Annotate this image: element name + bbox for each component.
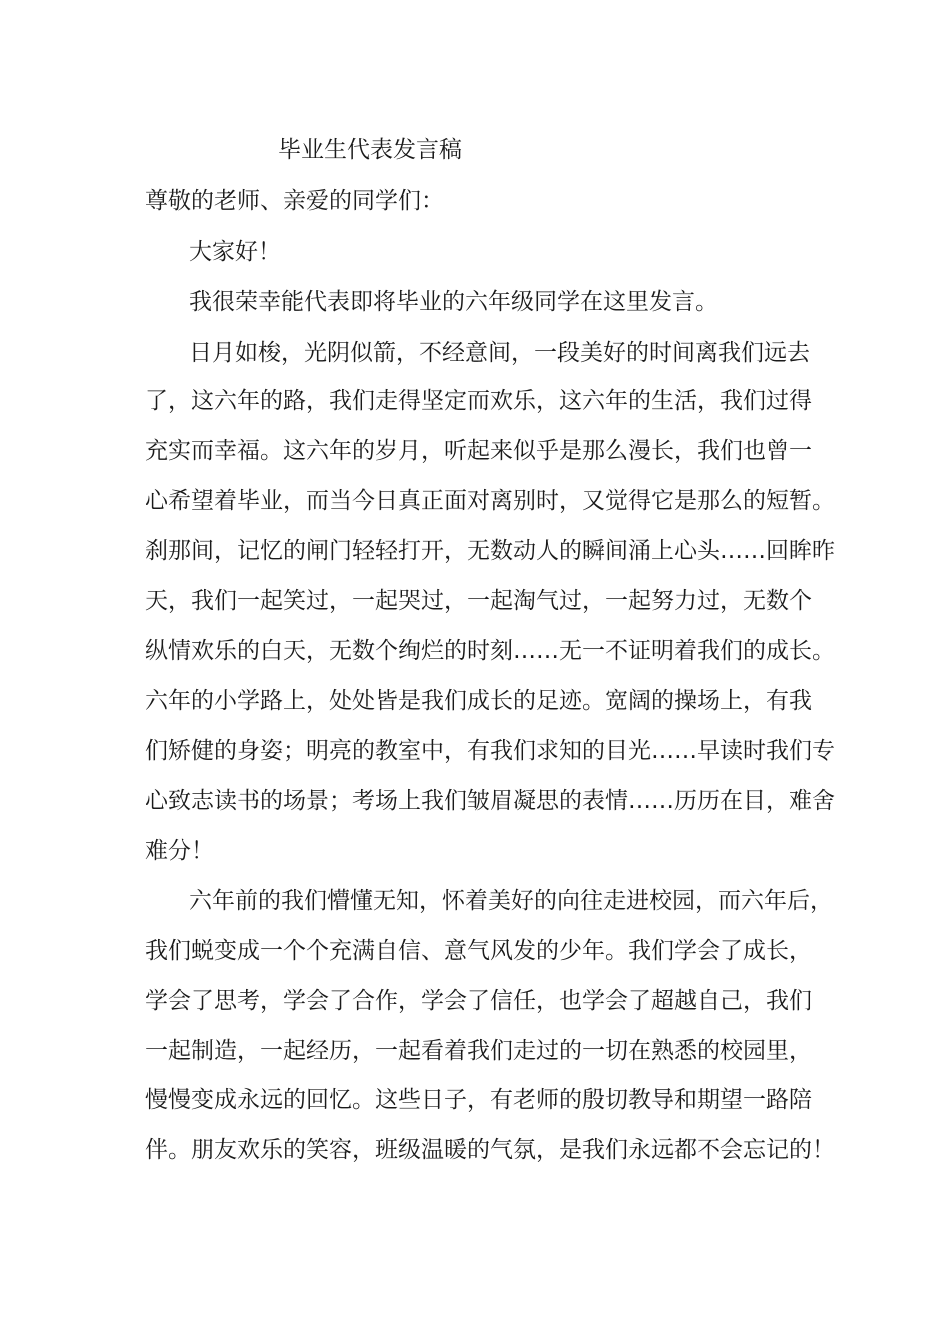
salutation-line: 尊敬的老师、亲爱的同学们：	[145, 188, 444, 214]
greeting-line: 大家好！	[189, 239, 281, 265]
paragraph-line: 刹那间，记忆的闸门轻轻打开，无数动人的瞬间涌上心头……回眸昨	[145, 538, 835, 564]
paragraph-line: 学会了思考，学会了合作，学会了信任，也学会了超越自己，我们	[145, 988, 812, 1014]
paragraph-line: 们矫健的身姿；明亮的教室中，有我们求知的目光……早读时我们专	[145, 738, 835, 764]
paragraph-line: 天，我们一起笑过，一起哭过，一起淘气过，一起努力过，无数个	[145, 588, 812, 614]
paragraph-line: 心致志读书的场景；考场上我们皱眉凝思的表情……历历在目，难舍	[145, 788, 835, 814]
paragraph-line: 充实而幸福。这六年的岁月，听起来似乎是那么漫长，我们也曾一	[145, 438, 812, 464]
paragraph-line: 难分！	[145, 838, 214, 864]
paragraph-line: 六年的小学路上，处处皆是我们成长的足迹。宽阔的操场上，有我	[145, 688, 812, 714]
document-title: 毕业生代表发言稿	[278, 137, 462, 163]
paragraph-line: 了，这六年的路，我们走得坚定而欢乐，这六年的生活，我们过得	[145, 388, 812, 414]
paragraph-line: 日月如梭，光阴似箭，不经意间，一段美好的时间离我们远去	[189, 340, 810, 366]
paragraph-line: 伴。朋友欢乐的笑容，班级温暖的气氛，是我们永远都不会忘记的！	[145, 1137, 835, 1163]
paragraph-line: 一起制造，一起经历，一起看着我们走过的一切在熟悉的校园里，	[145, 1038, 812, 1064]
paragraph-line: 心希望着毕业，而当今日真正面对离别时，又觉得它是那么的短暂。	[145, 488, 835, 514]
paragraph-line: 六年前的我们懵懂无知，怀着美好的向往走进校园，而六年后，	[189, 888, 833, 914]
paragraph-line: 我们蜕变成一个个充满自信、意气风发的少年。我们学会了成长，	[145, 938, 812, 964]
intro-line: 我很荣幸能代表即将毕业的六年级同学在这里发言。	[189, 289, 718, 315]
paragraph-line: 慢慢变成永远的回忆。这些日子，有老师的殷切教导和期望一路陪	[145, 1087, 812, 1113]
paragraph-line: 纵情欢乐的白天，无数个绚烂的时刻……无一不证明着我们的成长。	[145, 638, 835, 664]
